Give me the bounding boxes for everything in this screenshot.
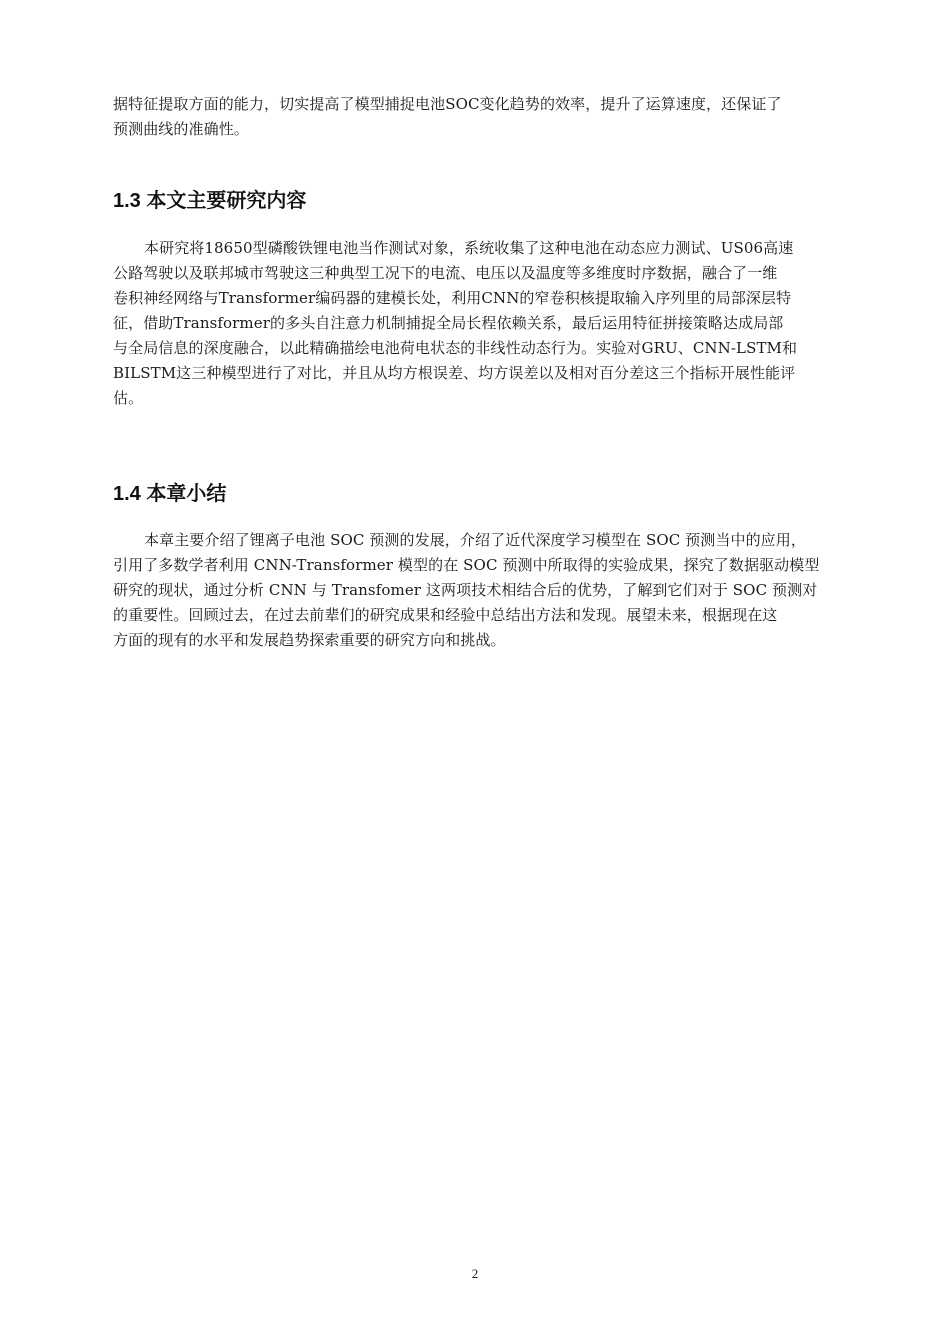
section-1-4-line-5: 方面的现有的水平和发展趋势探索重要的研究方向和挑战。 xyxy=(113,631,506,649)
section-1-3-heading: 1.3 本文主要研究内容 xyxy=(113,190,307,212)
section-1-3-line-2: 公路驾驶以及联邦城市驾驶这三种典型工况下的电流、电压以及温度等多维度时序数据，融合了一维 xyxy=(113,264,778,282)
section-1-4-heading: 1.4 本章小结 xyxy=(113,483,227,505)
section-1-3-line-3: 卷积神经网络与Transformer编码器的建模长处，利用CNN的窄卷积核提取输入序列里的局部深层特 xyxy=(113,289,792,307)
intro-paragraph xyxy=(113,92,863,142)
section-1-3-paragraph xyxy=(113,236,863,411)
section-1-4-paragraph xyxy=(113,528,863,653)
section-1-4-line-2: 引用了多数学者利用 CNN-Transformer 模型的在 SOC 预测中所取得的实验成果，探究了数据驱动模型 xyxy=(113,556,820,574)
section-1-4-line-1: 本章主要介绍了锂离子电池 SOC 预测的发展，介绍了近代深度学习模型在 SOC 预测当中的应用， xyxy=(144,531,806,549)
section-1-3-line-6: BILSTM这三种模型进行了对比，并且从均方根误差、均方误差以及相对百分差这三个指标开展性能评 xyxy=(113,364,796,382)
section-1-4-line-3: 研究的现状，通过分析 CNN 与 Transfomer 这两项技术相结合后的优势，了解到它们对于 SOC 预测对 xyxy=(113,581,818,599)
intro-line-2: 预测曲线的准确性。 xyxy=(113,120,249,138)
section-1-3-line-5: 与全局信息的深度融合，以此精确描绘电池荷电状态的非线性动态行为。实验对GRU、CNN-LSTM和 xyxy=(113,339,798,357)
section-1-3-line-4: 征，借助Transformer的多头自注意力机制捕捉全局长程依赖关系，最后运用特征拼接策略达成局部 xyxy=(113,314,784,332)
section-1-3-line-1: 本研究将18650型磷酸铁锂电池当作测试对象，系统收集了这种电池在动态应力测试、US06高速 xyxy=(144,239,794,257)
section-1-4-line-4: 的重要性。回顾过去，在过去前辈们的研究成果和经验中总结出方法和发现。展望未来，根据现在这 xyxy=(113,606,778,624)
section-1-3-line-7: 估。 xyxy=(113,389,144,407)
page-number: 2 xyxy=(471,1266,479,1281)
intro-line-1: 据特征提取方面的能力，切实提高了模型捕捉电池SOC变化趋势的效率，提升了运算速度，还保证了 xyxy=(113,95,782,113)
